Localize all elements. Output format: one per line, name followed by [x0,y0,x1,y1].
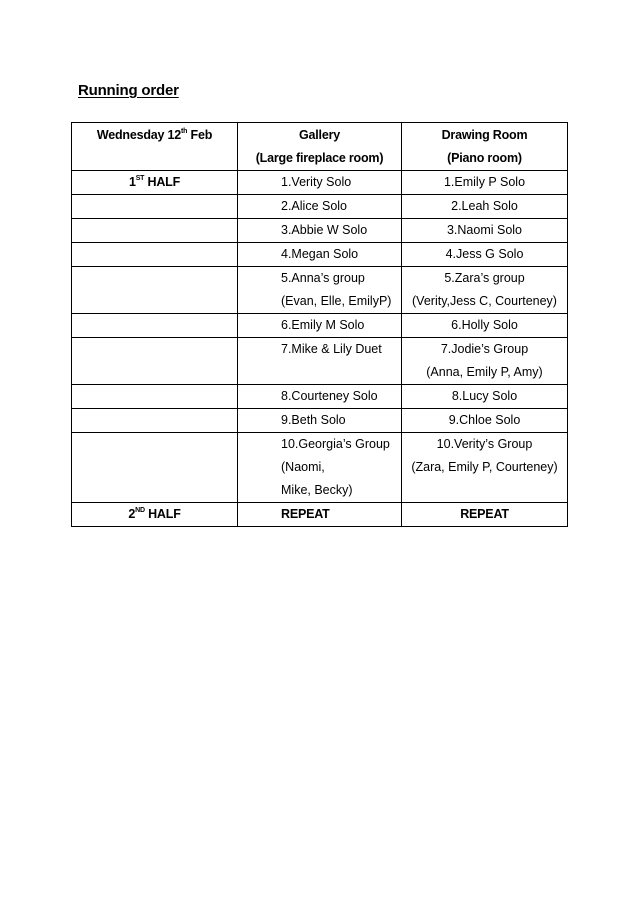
gallery-entry: 4.Megan Solo [281,247,359,261]
gallery-entry: 3.Abbie W Solo [281,223,368,237]
empty-line [72,479,237,502]
empty-line [72,385,237,408]
drawing-repeat: REPEAT [460,507,509,521]
drawing-entry: 5.Zara’s group [444,271,525,285]
gallery-entry: Mike, Becky) [281,483,353,497]
drawing-cell [402,314,568,338]
table-row [72,314,568,338]
drawing-entry: 6.Holly Solo [451,318,518,332]
half-cell [72,338,238,385]
half-cell [72,385,238,409]
gallery-entry: 5.Anna’s group [281,271,365,285]
half-cell [72,219,238,243]
empty-line [72,456,237,479]
second-half-row [72,503,568,527]
drawing-cell [402,243,568,267]
running-order-table [71,122,568,527]
table-row [72,219,568,243]
drawing-cell [402,433,568,503]
second-half-sup: ND [135,506,145,514]
header-day-sup: th [181,127,188,135]
drawing-cell [402,503,568,527]
drawing-entry: (Zara, Emily P, Courteney) [411,460,558,474]
gallery-entry: 9.Beth Solo [281,413,346,427]
table-row [72,267,568,314]
header-drawing-sub: (Piano room) [447,151,522,165]
empty-line [72,290,237,313]
first-half-text: HALF [144,175,181,189]
half-cell [72,503,238,527]
header-gallery-cell [238,123,402,171]
drawing-entry: 4.Jess G Solo [445,247,524,261]
table-row [72,195,568,219]
header-day [72,123,237,147]
gallery-cell [238,267,402,314]
page-title: Running order [78,82,179,99]
drawing-cell [402,171,568,195]
half-cell [72,243,238,267]
empty-line [72,243,237,266]
header-day-post: Feb [187,128,213,142]
gallery-repeat: REPEAT [281,507,330,521]
header-drawing-cell [402,123,568,171]
table-row [72,243,568,267]
header-drawing: Drawing Room [441,128,528,142]
gallery-entry: 8.Courteney Solo [281,389,378,403]
header-day-pre: Wednesday 12 [96,128,182,142]
header-gallery-sub: (Large fireplace room) [255,151,384,165]
empty-line [72,267,237,290]
drawing-cell [402,409,568,433]
second-half-text: HALF [144,507,181,521]
gallery-cell [238,314,402,338]
first-half-sup: ST [135,174,145,182]
gallery-cell [238,433,402,503]
gallery-entry: (Evan, Elle, EmilyP) [281,294,392,308]
empty-line [72,433,237,456]
gallery-entry: 6.Emily M Solo [281,318,365,332]
table-row [72,385,568,409]
drawing-entry: 8.Lucy Solo [451,389,518,403]
drawing-cell [402,219,568,243]
drawing-entry: (Anna, Emily P, Amy) [426,365,543,379]
table-row [72,171,568,195]
gallery-cell [238,219,402,243]
table-row [72,433,568,503]
empty-line [72,219,237,242]
gallery-entry: 2.Alice Solo [281,199,348,213]
half-cell [72,409,238,433]
empty-line [72,195,237,218]
first-half-label [72,171,237,194]
table-row [72,409,568,433]
gallery-entry: 10.Georgia’s Group [281,437,390,451]
half-cell [72,433,238,503]
gallery-cell [238,503,402,527]
gallery-cell [238,171,402,195]
second-half-label [72,503,237,526]
gallery-cell [238,409,402,433]
drawing-entry: 2.Leah Solo [451,199,518,213]
half-cell [72,314,238,338]
drawing-entry: 9.Chloe Solo [448,413,521,427]
first-half-num: 1 [128,175,136,189]
empty-line [72,409,237,432]
drawing-entry: 7.Jodie’s Group [440,342,529,356]
second-half-num: 2 [128,507,136,521]
empty-line [72,338,237,361]
empty-line [402,479,567,502]
drawing-entry: (Verity,Jess C, Courteney) [412,294,557,308]
table-row [72,338,568,385]
table-header-row [72,123,568,171]
gallery-cell [238,385,402,409]
header-day-cell [72,123,238,171]
drawing-cell [402,267,568,314]
gallery-cell [238,243,402,267]
gallery-cell [238,338,402,385]
gallery-entry: 7.Mike & Lily Duet [281,342,382,356]
half-cell [72,195,238,219]
half-cell [72,267,238,314]
empty-line [72,361,237,384]
drawing-entry: 10.Verity’s Group [436,437,533,451]
empty-line [72,314,237,337]
drawing-cell [402,385,568,409]
drawing-entry: 3.Naomi Solo [446,223,523,237]
gallery-cell [238,195,402,219]
gallery-entry: 1.Verity Solo [281,175,352,189]
empty-line [281,361,401,384]
half-cell [72,171,238,195]
header-gallery: Gallery [299,128,340,142]
drawing-cell [402,195,568,219]
drawing-entry: 1.Emily P Solo [443,175,526,189]
gallery-entry: (Naomi, [281,460,325,474]
drawing-cell [402,338,568,385]
